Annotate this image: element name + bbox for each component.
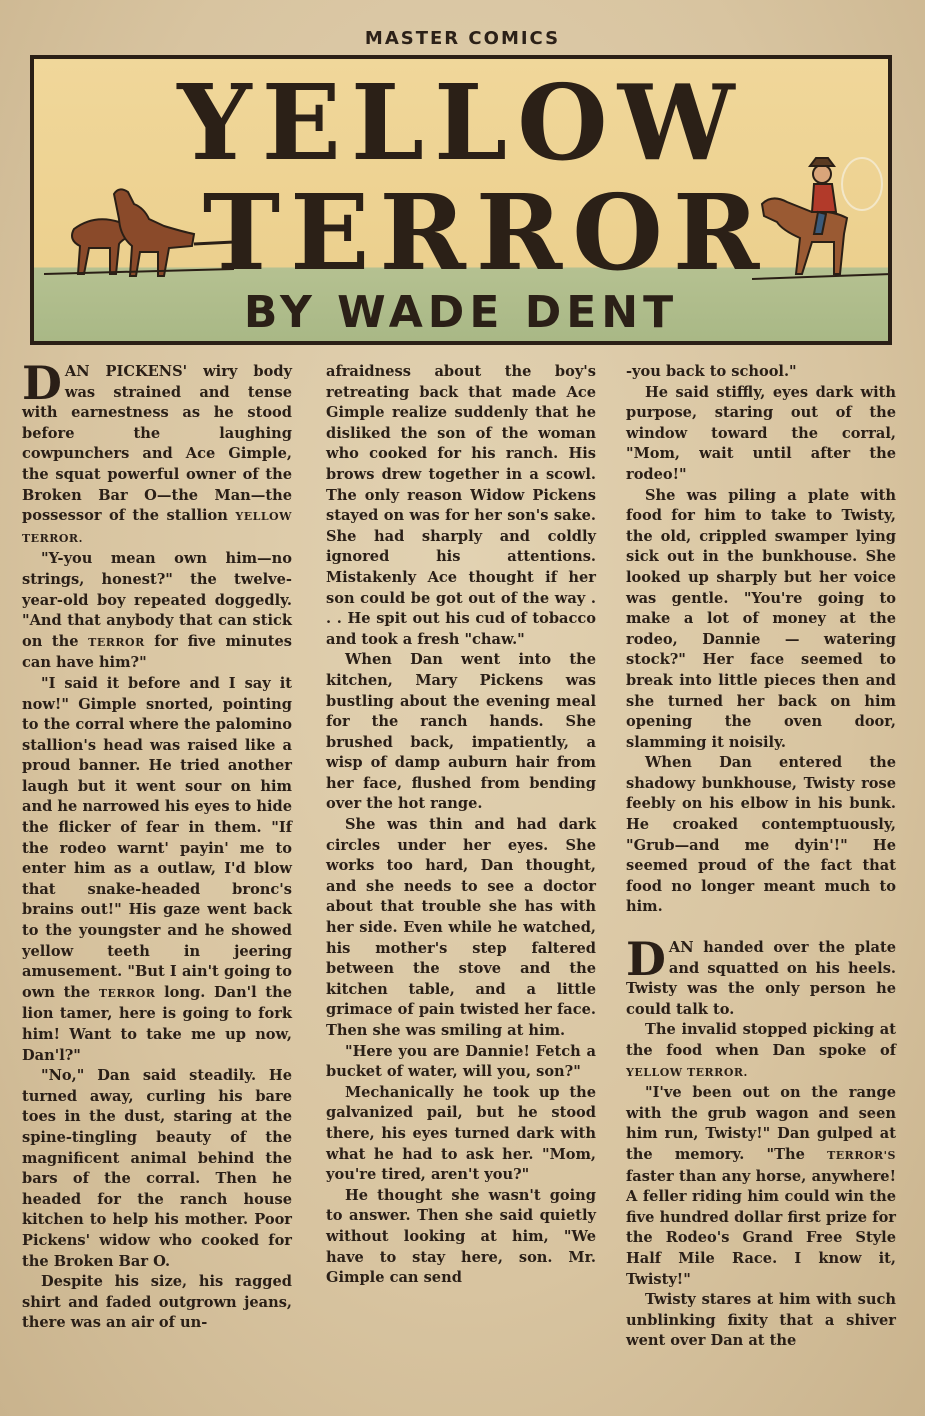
- text-column-3: [626, 362, 896, 1352]
- section-break: [626, 918, 896, 938]
- paragraph: DAN handed over the plate and squatted on his heels. Twisty was the only person he could talk to.: [626, 932, 896, 1018]
- paragraph: The invalid stopped picking at the food when Dan spoke of YELLOW TERROR.: [626, 1021, 896, 1079]
- paragraph: -you back to school.": [626, 363, 797, 380]
- paragraph: Twisty stares at him with such unblinking fixity that a shiver went over Dan at the: [626, 1291, 896, 1350]
- paragraph: afraidness about the boy's retreating back that made Ace Gimple realize suddenly that he disliked the son of the woman who cooked for his ranch. His brows drew together in a scowl. The only reason Widow Pickens stayed on was for her son's sake. She had sharply and coldly ignored his attentions. Mistakenly Ace thought if her son could be got out of the way . . . He spit out his cud of tobacco and took a fresh "chaw.": [326, 363, 596, 648]
- paragraph: "Y-you mean own him—no strings, honest?" the twelve-year-old boy repeated doggedly. "And that anybody that can stick on the TERROR for five minutes can have him?": [22, 550, 292, 672]
- story-title-line-2: TERROR: [202, 171, 770, 294]
- paragraph: "I've been out on the range with the grub wagon and seen him run, Twisty!" Dan gulped at the memory. "The TERROR'S faster than any horse, anywhere! A feller riding him could win the five hundred dollar first prize for the Rodeo's Grand Free Style Half Mile Race. I know it, Twisty!": [626, 1084, 896, 1288]
- paragraph: Despite his size, his ragged shirt and faded outgrown jeans, there was an air of un-: [22, 1273, 292, 1332]
- text-column-1: [22, 356, 292, 1334]
- paragraph: "Here you are Dannie! Fetch a bucket of water, will you, son?": [326, 1042, 596, 1081]
- paragraph: He said stiffly, eyes dark with purpose, staring out of the window toward the corral, "Mom, wait until after the rodeo!": [626, 383, 896, 483]
- title-banner: [30, 55, 892, 345]
- paragraph: When Dan went into the kitchen, Mary Pickens was bustling about the evening meal for the ranch hands. She brushed back, impatiently, a wisp of damp auburn hair from her face, flushed from bending over the hot range.: [326, 651, 596, 813]
- paragraph: She was piling a plate with food for him to take to Twisty, the old, crippled swamper lying sick out in the bunkhouse. She looked up sharply but her voice was gentle. "You're going to make a lot of money at the rodeo, Dannie — watering stock?" Her face seemed to break into little pieces then and she turned her back on him opening the oven door, slamming it noisily.: [626, 486, 896, 751]
- paragraph: "No," Dan said steadily. He turned away, curling his bare toes in the dust, staring at the spine-tingling beauty of the magnificent animal behind the bars of the corral. Then he headed for the ranch house kitchen to help his mother. Poor Pickens' widow who cooked for the Broken Bar O.: [22, 1067, 292, 1270]
- drop-cap: D: [626, 932, 666, 987]
- paragraph: "I said it before and I say it now!" Gimple snorted, pointing to the corral where the palomino stallion's head was raised like a proud banner. He tried another laugh but it went sour on him and he narrowed his eyes to hide the flicker of fear in them. "If the rodeo warnt' payin' me to enter him as a outlaw, I'd blow that snake-headed bronc's brains out!" His gaze went back to the youngster and he showed yellow teeth in jeering amusement. "But I ain't going to own the TERROR long. Dan'l the lion tamer, here is going to fork him! Want to take me up now, Dan'l?": [22, 674, 292, 1064]
- running-head: MASTER COMICS: [364, 28, 561, 49]
- story-title-line-1: YELLOW: [177, 61, 745, 184]
- text-column-2: [326, 362, 596, 1289]
- paragraph: DAN PICKENS' wiry body was strained and tense with earnestness as he stood before the laughing cowpunchers and Ace Gimple, the squat powerful owner of the Broken Bar O—the Man—the possessor of the stallion YELLOW TERROR.: [22, 356, 292, 545]
- paragraph: She was thin and had dark circles under her eyes. She works too hard, Dan thought, and she needs to see a doctor about that trouble she has with her side. Even while he watched, his mother's step faltered between the stove and the kitchen table, and a little grimace of pain twisted her face. Then she was smiling at him.: [326, 816, 596, 1039]
- author-byline: BY WADE DENT: [243, 287, 679, 338]
- drop-cap: D: [22, 356, 62, 410]
- paragraph: He thought she wasn't going to answer. Then she said quietly without looking at him, "We have to stay here, son. Mr. Gimple can send: [326, 1186, 596, 1287]
- paragraph: Mechanically he took up the galvanized pail, but he stood there, his eyes turned dark with what he had to ask her. "Mom, you're tired, aren't you?": [326, 1083, 596, 1184]
- paragraph: When Dan entered the shadowy bunkhouse, Twisty rose feebly on his elbow in his bunk. He croaked contemptuously, "Grub—and me dyin'!" He seemed proud of the fact that food no longer meant much to him.: [626, 754, 896, 916]
